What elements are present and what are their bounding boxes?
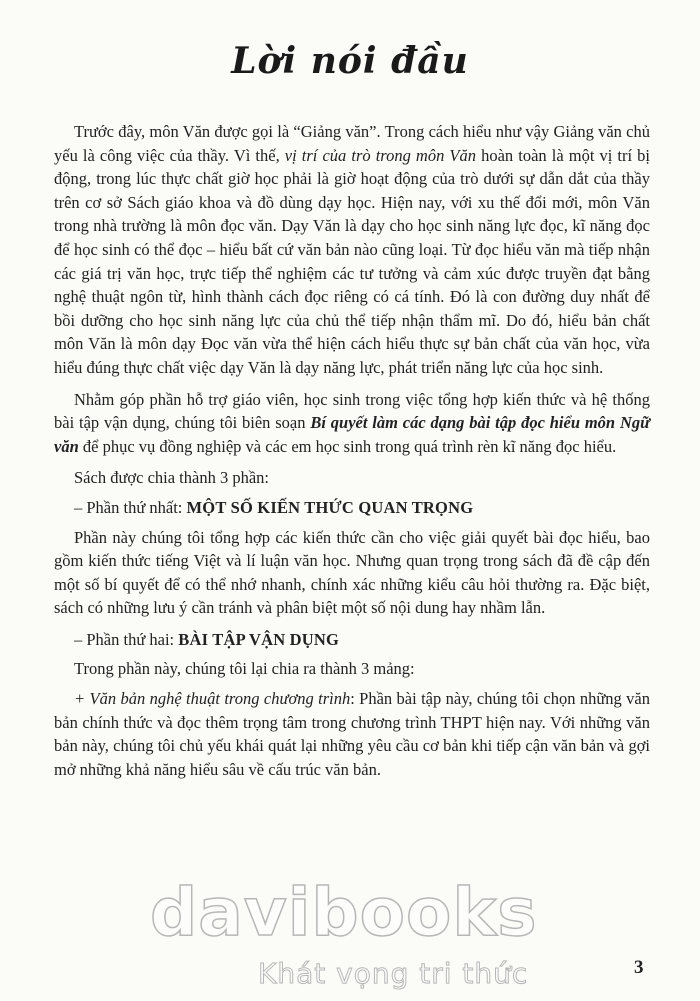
watermark-slogan: Khát vọng tri thức (258, 957, 529, 990)
paragraph-literary-texts (54, 687, 650, 781)
part-one-prefix: – Phần thứ nhất: (74, 497, 187, 517)
part-two-prefix: – Phần thứ hai: (74, 629, 179, 649)
literary-texts-text: : Phần bài tập này, chúng tôi chọn những văn bản chính thức và đọc thêm trọng tâm trong chương trình THPT hiện nay. Với những văn bản này, chúng tôi chủ yếu khái quát lại những yêu cầu cơ bản khi tiếp cận văn bản và gợi mở những khả năng hiểu sâu về cấu trúc văn bản. (54, 689, 650, 779)
paragraph-intro-italic: vị trí của trò trong môn Văn (284, 145, 477, 165)
paragraph-intro (54, 120, 650, 380)
part-one-description: Phần này chúng tôi tổng hợp các kiến thức cần cho việc giải quyết bài đọc hiểu, bao gồm kiến thức tiếng Việt và lí luận văn học. Nhưng quan trọng trong sách đã đề cập đến một số bí quyết để có thể nhớ nhanh, chính xác những kiểu câu hỏi thường ra. Đặc biệt, sách có những lưu ý cần tránh và phân biệt một số nội dung hay nhầm lẫn. (54, 527, 650, 618)
paragraph-purpose-text-a: Nhằm góp phần hỗ trợ giáo viên, học sinh trong việc tổng hợp kiến thức và hệ thống bài tập vận dụng, chúng tôi biên soạn (54, 389, 650, 433)
page-number: 3 (634, 957, 644, 978)
body-text (54, 120, 650, 789)
page-title: Lời nói đầu (231, 40, 469, 82)
book-title-emphasis: Bí quyết làm các dạng bài tập đọc hiểu môn Ngữ văn (54, 413, 650, 456)
paragraph-intro-text-c: hoàn toàn là một vị trí bị động, trong lúc thực chất giờ học phải là giờ hoạt động của trò dưới sự dẫn dắt của thầy trên cơ sở Sách giáo khoa và đồ dùng dạy học. Hiện nay, với xu thế đổi mới, môn Văn trong nhà trường là môn đọc văn. Dạy Văn là dạy cho học sinh năng lực đọc, kĩ năng đọc để học sinh có thể đọc – hiểu bất cứ văn bản nào cũng loại. Từ đọc hiểu văn mà tiếp nhận các giá trị văn học, trực tiếp thể nghiệm các tư tưởng và cảm xúc được truyền đạt bằng nghệ thuật ngôn từ, hình thành cách đọc riêng có cá tính. Đó là con đường duy nhất để bồi dưỡng cho học sinh năng lực của chủ thể tiếp nhận thẩm mĩ. Do đó, hiểu bản chất môn Văn là môn dạy Đọc văn vừa thể hiện cách hiểu thực sự bản chất của văn học, vừa hiểu đúng thực chất việc dạy Văn là dạy năng lực, phát triển năng lực của học sinh. (54, 145, 650, 377)
watermark-brand: davibooks (150, 874, 538, 951)
part-two-title: BÀI TẬP VẬN DỤNG (178, 629, 340, 649)
paragraph-purpose-text-c: để phục vụ đồng nghiệp và các em học sinh trong quá trình rèn kĩ năng đọc hiểu. (78, 436, 617, 456)
part-one-heading (54, 496, 650, 520)
paragraph-structure: Sách được chia thành 3 phần: (74, 468, 269, 488)
paragraph-purpose (54, 388, 650, 459)
literary-texts-label: + Văn bản nghệ thuật trong chương trình (74, 689, 351, 709)
paragraph-intro-text-a: Trước đây, môn Văn được gọi là “Giảng văn”. Trong cách hiểu như vậy Giảng văn chủ yếu là công việc của thầy. Vì thế, (54, 122, 650, 165)
part-one-title: MỘT SỐ KIẾN THỨC QUAN TRỌNG (186, 497, 474, 517)
part-two-description: Trong phần này, chúng tôi lại chia ra thành 3 mảng: (74, 659, 415, 679)
part-two-heading (54, 628, 650, 652)
